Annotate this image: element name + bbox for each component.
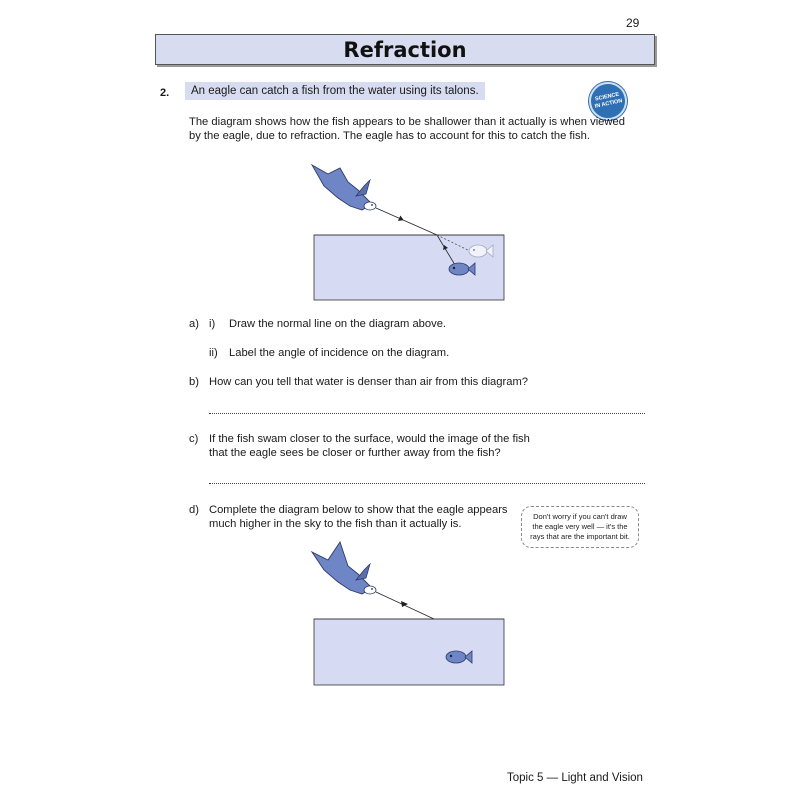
- title-bar: [155, 34, 655, 65]
- question-description: The diagram shows how the fish appears to be shallower than it actually is when viewed by the eagle, due to refraction. The eagle has to account for this to catch the fish.: [189, 116, 625, 142]
- page-number: 29: [626, 16, 640, 30]
- footer-topic: Topic 5 — Light and Vision: [507, 772, 643, 784]
- answer-line-c[interactable]: [209, 482, 645, 484]
- part-b-text: How can you tell that water is denser than air from this diagram?: [209, 376, 528, 388]
- refraction-diagram: [300, 160, 515, 305]
- tip-box: Don't worry if you can't draw the eagle very well — it's the rays that are the important bit.: [521, 506, 639, 548]
- ray-arrow: [398, 215, 405, 223]
- eagle-icon: [312, 542, 376, 594]
- refracted-ray: [376, 208, 437, 235]
- eagle-diagram[interactable]: [300, 540, 515, 690]
- part-a-ii-text: Label the angle of incidence on the diagram.: [229, 347, 450, 359]
- part-c-label: c): [189, 433, 199, 445]
- question-intro: An eagle can catch a fish from the water using its talons.: [185, 82, 485, 100]
- part-d-label: d): [189, 504, 199, 516]
- part-a-i-text: Draw the normal line on the diagram above.: [229, 318, 447, 330]
- page-title: Refraction: [343, 37, 467, 62]
- water-area: [314, 235, 504, 300]
- water-area: [314, 619, 504, 685]
- eagle-icon: [312, 165, 376, 210]
- part-a-i-label: i): [209, 318, 216, 330]
- part-c-line1: If the fish swam closer to the surface, would the image of the fish: [209, 433, 530, 445]
- question-number: 2.: [160, 87, 170, 99]
- answer-line-b[interactable]: [209, 412, 645, 414]
- part-b-label: b): [189, 376, 199, 388]
- part-a-ii-label: ii): [209, 347, 218, 359]
- part-a-label: a): [189, 318, 199, 330]
- part-d-line1: Complete the diagram below to show that the eagle appears: [209, 504, 508, 516]
- part-d-line2: much higher in the sky to the fish than it actually is.: [209, 518, 462, 530]
- badge-label: SCIENCE IN ACTION: [594, 91, 623, 110]
- part-c-line2: that the eagle sees be closer or further away from the fish?: [209, 447, 501, 459]
